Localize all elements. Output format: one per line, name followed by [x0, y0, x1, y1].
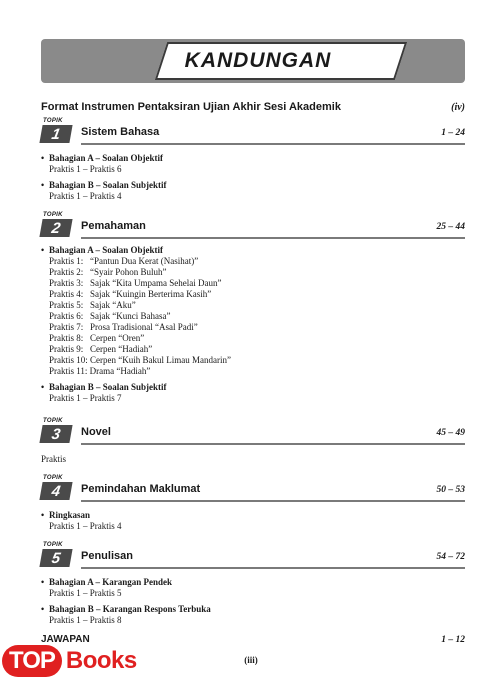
topic-pages: 54 – 72	[436, 552, 465, 562]
section	[41, 245, 465, 377]
section-item: Praktis 1 – Praktis 7	[49, 393, 122, 403]
topic-title: Penulisan	[81, 550, 133, 562]
section-item: Praktis 8: Cerpen “Oren”	[49, 333, 145, 343]
topic-number-badge: 1	[39, 125, 72, 143]
topic-pages: 50 – 53	[436, 485, 465, 495]
topic-divider	[81, 567, 465, 569]
section	[41, 180, 465, 202]
section-title: • Bahagian A – Karangan Pendek	[41, 577, 465, 588]
jawapan-title: JAWAPAN	[41, 634, 90, 645]
section-item: Praktis 4: Sajak “Kuingin Berterima Kasih”	[49, 289, 212, 299]
topic-divider	[81, 143, 465, 145]
section-item: Praktis 1 – Praktis 4	[49, 191, 122, 201]
topic-divider	[81, 443, 465, 445]
section-item: Praktis 7: Prosa Tradisional “Asal Padi”	[49, 322, 198, 332]
section-title: • Ringkasan	[41, 510, 465, 521]
section	[41, 153, 465, 175]
section-item: Praktis 1 – Praktis 6	[49, 164, 122, 174]
format-title: Format Instrumen Pentaksiran Ujian Akhir Sesi Akademik	[41, 101, 341, 113]
topic-2[interactable]	[41, 212, 465, 404]
page-number: (iii)	[244, 655, 258, 665]
section-title: • Bahagian B – Soalan Subjektif	[41, 180, 465, 191]
section	[41, 604, 465, 626]
topic-title: Sistem Bahasa	[81, 126, 160, 138]
topic-label: TOPIK	[43, 542, 63, 548]
jawapan-entry[interactable]	[41, 634, 465, 645]
section-item: Praktis 9: Cerpen “Hadiah”	[49, 344, 153, 354]
topic-pages: 45 – 49	[436, 428, 465, 438]
topic-pages: 25 – 44	[436, 222, 465, 232]
topic-label: TOPIK	[43, 418, 63, 424]
topic-number-badge: 5	[39, 549, 72, 567]
topic-label: TOPIK	[43, 212, 63, 218]
section-item: Praktis 1 – Praktis 8	[49, 615, 122, 625]
section-item: Praktis 11: Drama “Hadiah”	[49, 366, 151, 376]
topic-3[interactable]	[41, 418, 465, 465]
section	[41, 577, 465, 599]
topic-number-badge: 3	[39, 425, 72, 443]
section-item: Praktis 3: Sajak “Kita Umpama Sehelai Daun”	[49, 278, 222, 288]
section-item: Praktis 10: Cerpen “Kuih Bakul Limau Mandarin”	[49, 355, 231, 365]
section-item: Praktis 1: “Pantun Dua Kerat (Nasihat)”	[49, 256, 199, 266]
section	[41, 382, 465, 404]
section-item: Praktis 1 – Praktis 5	[49, 588, 122, 598]
section-title: • Bahagian A – Soalan Objektif	[41, 245, 465, 256]
section-item: Praktis 5: Sajak “Aku”	[49, 300, 136, 310]
section-item: Praktis 1 – Praktis 4	[49, 521, 122, 531]
format-page: (iv)	[451, 102, 465, 113]
jawapan-pages: 1 – 12	[441, 635, 465, 645]
format-entry[interactable]	[41, 101, 465, 113]
section-item: Praktis 6: Sajak “Kunci Bahasa”	[49, 311, 171, 321]
topic-pages: 1 – 24	[441, 128, 465, 138]
logo-top-text: TOP	[2, 645, 62, 677]
topic-label: TOPIK	[43, 118, 63, 124]
topic-number-badge: 2	[39, 219, 72, 237]
section-item: Praktis 2: “Syair Pohon Buluh”	[49, 267, 167, 277]
header-banner	[41, 39, 465, 83]
topic-title: Novel	[81, 426, 111, 438]
topic-number-badge: 4	[39, 482, 72, 500]
topic-title: Pemindahan Maklumat	[81, 483, 201, 495]
section-title: • Bahagian A – Soalan Objektif	[41, 153, 465, 164]
section	[41, 510, 465, 532]
topic-title: Pemahaman	[81, 220, 146, 232]
topic-divider	[81, 237, 465, 239]
topic-1[interactable]	[41, 118, 465, 202]
topic-5[interactable]	[41, 542, 465, 626]
topic-divider	[81, 500, 465, 502]
section-title: • Bahagian B – Karangan Respons Terbuka	[41, 604, 465, 615]
section-title: • Bahagian B – Soalan Subjektif	[41, 382, 465, 393]
topic-plain-text: Praktis	[41, 454, 67, 464]
topic-4[interactable]	[41, 475, 465, 532]
logo-books-text: Books	[65, 647, 137, 674]
page-title: KANDUNGAN	[184, 49, 332, 72]
topic-label: TOPIK	[43, 475, 63, 481]
